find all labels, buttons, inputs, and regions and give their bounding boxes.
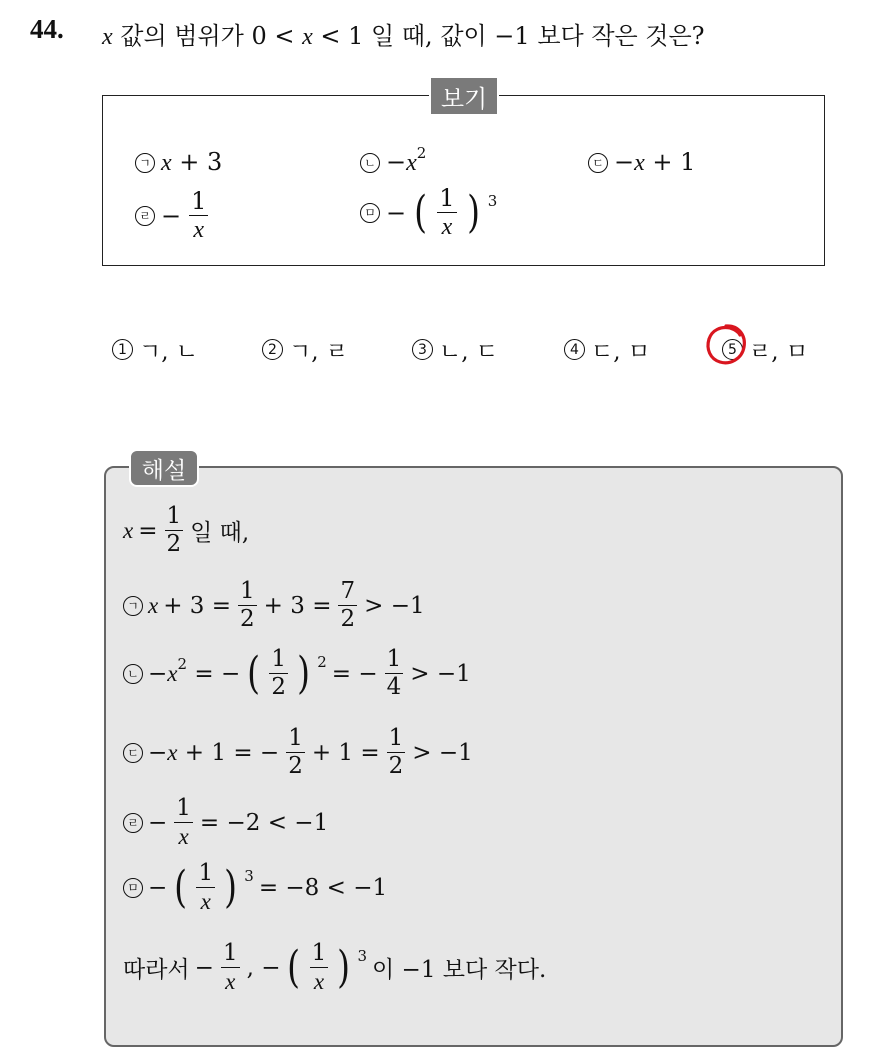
answer-circle-mark — [703, 322, 749, 368]
choice-4[interactable]: 4 ㄷ, ㅁ — [564, 333, 650, 366]
example-item-b: ㄴ $-x^2$ — [360, 148, 426, 177]
example-item-c: ㄷ −x + 1 — [588, 148, 695, 177]
mark-giyeok: ㄱ — [135, 153, 155, 173]
mark-rieul: ㄹ — [135, 206, 155, 226]
example-box-label: 보기 — [429, 76, 499, 116]
question-number: 44. — [30, 14, 64, 44]
example-item-e: ㅁ − ( $\frac{1}{x}$ ) 3 — [360, 186, 497, 239]
mark-nieun: ㄴ — [360, 153, 380, 173]
choice-5[interactable]: 5 ㄹ, ㅁ — [722, 333, 808, 366]
question-var: x — [102, 24, 113, 50]
question-text-a: 값의 범위가 0 < — [120, 22, 295, 50]
question-var-2: x — [302, 24, 313, 50]
solution-line-setup: x = $\frac{1}{2}$ 일 때, — [123, 503, 250, 557]
solution-line-c: ㄷ −x + 1 = − $\frac{1}{2}$ + 1 = $\frac{1}{2}$ > −1 — [123, 727, 473, 778]
choice-1[interactable]: 1 ㄱ, ㄴ — [112, 333, 198, 366]
question-text — [102, 16, 705, 51]
mark-mieum: ㅁ — [360, 203, 380, 223]
solution-line-d: ㄹ − $\frac{1}{x}$ = −2 < −1 — [123, 797, 328, 848]
solution-line-b: ㄴ $-x^2$ = − ( $\frac{1}{2}$ ) 2 = − $\frac{1}{4}$ > −1 — [123, 648, 471, 699]
example-item-d: ㄹ − $\frac{1}{x}$ — [135, 189, 210, 242]
solution-line-a: ㄱ x + 3 = $\frac{1}{2}$ + 3 = $\frac{7}{2}$ > −1 — [123, 580, 425, 631]
choice-2[interactable]: 2 ㄱ, ㄹ — [262, 333, 348, 366]
solution-line-e: ㅁ − ( $\frac{1}{x}$ ) 3 = −8 < −1 — [123, 862, 387, 913]
mark-digeut: ㄷ — [588, 153, 608, 173]
question-text-b: < 1 일 때, 값이 −1 보다 작은 것은? — [320, 22, 705, 50]
example-item-a: ㄱ x + 3 — [135, 148, 222, 177]
choice-3[interactable]: 3 ㄴ, ㄷ — [412, 333, 498, 366]
example-box — [102, 95, 825, 266]
solution-conclusion: 따라서 − $\frac{1}{x}$ , − ( $\frac{1}{x}$ ) 3 이 −1 보다 작다. — [123, 940, 547, 994]
solution-label: 해설 — [129, 449, 199, 487]
